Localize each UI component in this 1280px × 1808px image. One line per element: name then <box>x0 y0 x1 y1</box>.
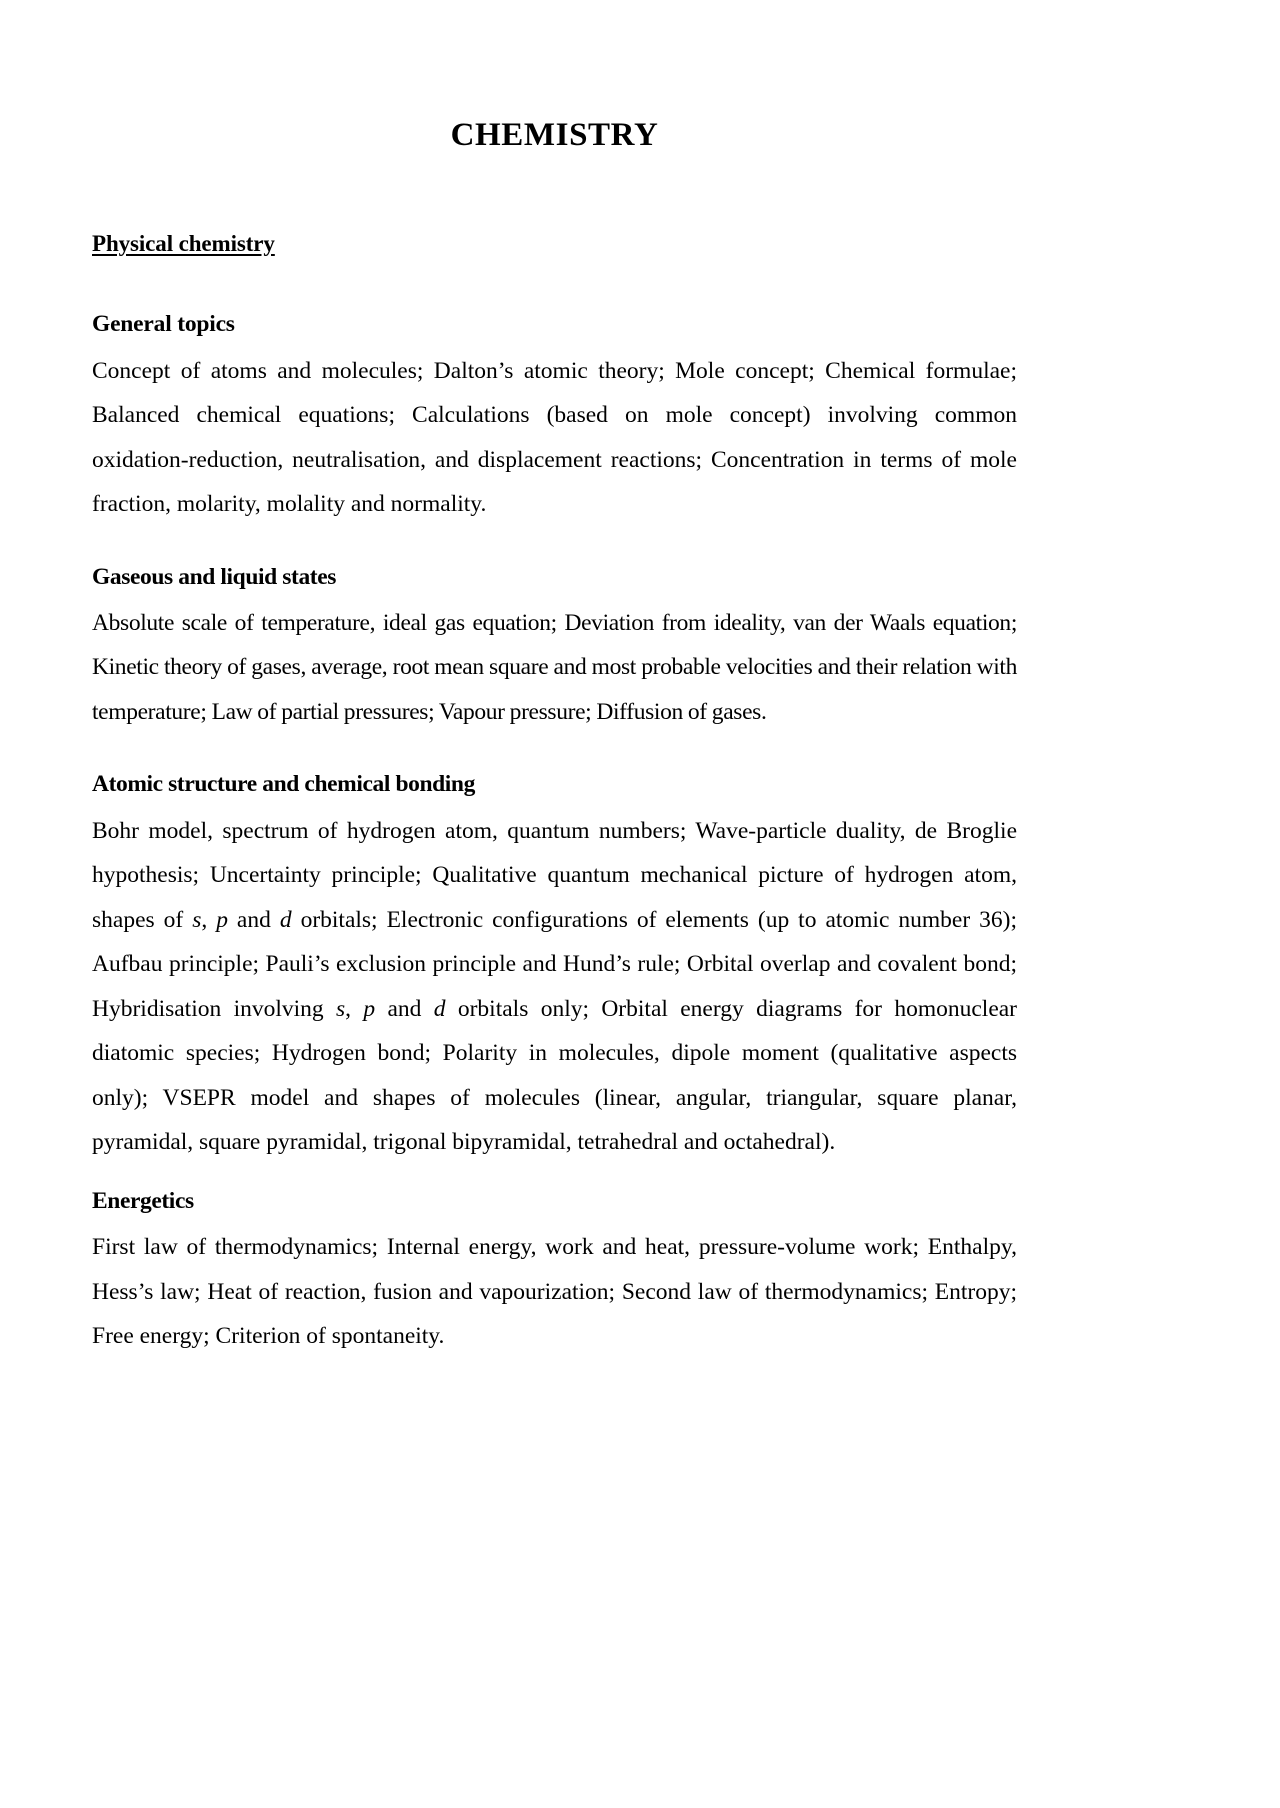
paragraph-energetics: First law of thermodynamics; Internal energy, work and heat, pressure-volume work; Enthalpy, Hess’s law; Heat of reaction, fusion and vapourization; Second law of thermodynamics; Entropy; Free energy; Criterion of spontaneity. <box>92 1234 1017 1350</box>
spacer <box>92 1216 1017 1225</box>
section-heading-physical-chemistry: Physical chemistry <box>92 230 275 256</box>
subheading-gaseous-and-liquid-states: Gaseous and liquid states <box>92 563 337 590</box>
orbital-symbol-d: d <box>279 906 292 933</box>
spacer <box>92 257 1017 310</box>
spacer <box>92 800 1017 809</box>
spacer <box>92 340 1017 349</box>
spacer <box>92 734 1017 770</box>
paragraph-general-topics: Concept of atoms and molecules; Dalton’s atomic theory; Mole concept; Chemical formulae; Balanced chemical equations; Calculations (based on mole concept) involving common oxidation-reduction, neutralisation, and displacement reactions; Concentration in terms of mole fraction, molarity, molality and normality. <box>92 357 1017 518</box>
subheading-energetics: Energetics <box>92 1187 194 1214</box>
text-run: orbitals only; Orbital energy diagrams for homonuclear diatomic species; Hydrogen bond; Polarity in molecules, dipole moment (qualitative aspects only); VSEPR model and shapes of molecules (linear, angular, triangular, square planar, pyramidal, square pyramidal, trigonal bipyramidal, tetrahedral and octahedral). <box>92 995 1018 1156</box>
spacer <box>92 592 1017 601</box>
subheading-general-topics: General topics <box>92 311 235 338</box>
document-content <box>92 0 1017 1359</box>
text-run: , <box>345 995 364 1022</box>
text-run: and <box>375 995 434 1022</box>
text-run: orbitals; Electronic configurations of elements (up to atomic number 36); Aufbau principle; Pauli’s exclusion principle and Hund’s rule; Orbital overlap and covalent bond; Hybridisation involving <box>92 906 1017 1022</box>
orbital-symbol-p: p <box>216 906 228 933</box>
spacer <box>92 527 1017 563</box>
paragraph-gaseous-and-liquid-states: Absolute scale of temperature, ideal gas equation; Deviation from ideality, van der Waals equation; Kinetic theory of gases, average, root mean square and most probable velocities and their relation with temperature; Law of partial pressures; Vapour pressure; Diffusion of gases. <box>92 609 1017 725</box>
text-run: , <box>201 906 217 933</box>
page-title: CHEMISTRY <box>450 117 659 153</box>
subheading-atomic-structure-and-chemical-bonding: Atomic structure and chemical bonding <box>92 771 475 798</box>
spacer <box>92 1165 1017 1187</box>
orbital-symbol-s: s <box>336 995 346 1022</box>
orbital-symbol-p: p <box>363 995 376 1022</box>
orbital-symbol-d: d <box>433 995 446 1022</box>
text-run: Bohr model, spectrum of hydrogen atom, quantum numbers; Wave-particle duality, de Broglie hypothesis; Uncertainty principle; Qualitative quantum mechanical picture of hydrogen atom, shapes of <box>92 817 1017 933</box>
paragraph-atomic-structure-and-chemical-bonding <box>92 809 1017 1165</box>
text-run: and <box>227 906 280 933</box>
orbital-symbol-s: s <box>192 906 202 933</box>
